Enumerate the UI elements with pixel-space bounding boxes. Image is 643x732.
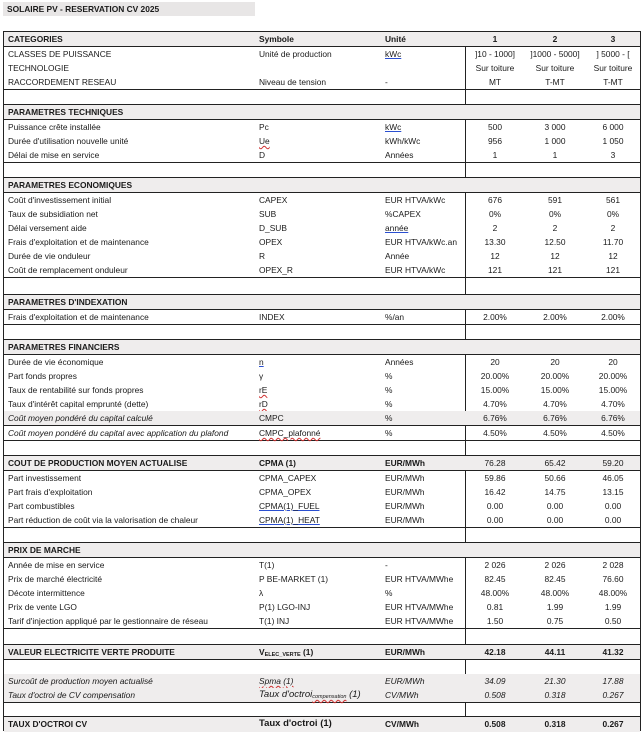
header-col-1: 1 bbox=[492, 34, 498, 44]
table-row bbox=[4, 425, 640, 441]
row-label: Coût moyen pondéré du capital avec application du plafond bbox=[8, 428, 229, 438]
row-value-2: 4.70% bbox=[543, 399, 567, 409]
row-value-1: 4.70% bbox=[483, 399, 507, 409]
row-label: Frais d'exploitation et de maintenance bbox=[8, 237, 149, 247]
row-label: Année de mise en service bbox=[8, 560, 105, 570]
row-symbol: Taux d'octroi$_{compensation}$ (1) bbox=[259, 689, 361, 700]
section-header-economiques bbox=[4, 177, 640, 193]
section-title: PARAMETRES FINANCIERS bbox=[8, 342, 120, 352]
section-title: PARAMETRES TECHNIQUES bbox=[8, 107, 124, 117]
row-value-2: 0.318 bbox=[544, 690, 566, 700]
row-symbol: T(1) INJ bbox=[259, 616, 290, 626]
table-row bbox=[4, 397, 640, 411]
row-label: Durée d'utilisation nouvelle unité bbox=[8, 136, 129, 146]
row-label: Taux de subsidiation net bbox=[8, 209, 98, 219]
row-label: Taux de rentabilité sur fonds propres bbox=[8, 385, 144, 395]
row-unit: EUR/MWh bbox=[385, 458, 426, 468]
row-value-3: 11.70 bbox=[602, 237, 624, 247]
section-header-techniques bbox=[4, 104, 640, 120]
row-value-1: 59.86 bbox=[484, 473, 506, 483]
header-unit: Unité bbox=[385, 34, 406, 44]
row-value-2: 48.00% bbox=[540, 588, 570, 598]
row-symbol: Taux d'octroi (1) bbox=[259, 718, 332, 729]
row-label: Tarif d'injection appliqué par le gestionnaire de réseau bbox=[8, 616, 208, 626]
row-value-3: 20.00% bbox=[598, 371, 628, 381]
spreadsheet-table bbox=[3, 31, 641, 731]
row-symbol: CPMA_OPEX bbox=[259, 487, 312, 497]
row-symbol: CMPC bbox=[259, 413, 284, 423]
row-value-3: 76.60 bbox=[602, 574, 624, 584]
row-value-3: 0.00 bbox=[604, 515, 622, 525]
row-symbol: $V_{ELEC\_VERTE}$ (1) bbox=[259, 647, 314, 658]
row-label: Décote intermittence bbox=[8, 588, 85, 598]
section-title: TAUX D'OCTROI CV bbox=[8, 719, 88, 729]
row-value-3: 13.15 bbox=[602, 487, 624, 497]
row-value-3: 2.00% bbox=[601, 312, 625, 322]
row-value-2: 1 000 bbox=[544, 136, 566, 146]
row-symbol: D_SUB bbox=[259, 223, 287, 233]
row-value-3: Sur toiture bbox=[593, 63, 633, 73]
row-unit: % bbox=[385, 399, 393, 409]
table-row bbox=[4, 688, 640, 703]
row-unit: EUR/MWh bbox=[385, 676, 425, 686]
table-row bbox=[4, 558, 640, 572]
row-value-1: MT bbox=[488, 77, 502, 87]
table-row bbox=[4, 148, 640, 163]
header-symbol: Symbole bbox=[259, 34, 294, 44]
row-value-3: 0% bbox=[606, 209, 620, 219]
row-value-3: 48.00% bbox=[598, 588, 628, 598]
row-unit: EUR/MWh bbox=[385, 501, 425, 511]
row-value-1: 13.30 bbox=[484, 237, 506, 247]
table-row bbox=[4, 310, 640, 325]
row-value-1: 2 026 bbox=[484, 560, 506, 570]
row-value-3: 15.00% bbox=[598, 385, 628, 395]
row-unit: EUR HTVA/MWhe bbox=[385, 602, 454, 612]
row-value-2: ]1000 - 5000] bbox=[530, 49, 580, 59]
table-row bbox=[4, 572, 640, 586]
section-title: PARAMETRES D'INDEXATION bbox=[8, 297, 128, 307]
row-unit: EUR HTVA/MWhe bbox=[385, 574, 454, 584]
row-label: Prix de vente LGO bbox=[8, 602, 77, 612]
row-value-2: 2 bbox=[552, 223, 558, 233]
row-value-3: T-MT bbox=[603, 77, 623, 87]
table-row bbox=[4, 134, 640, 148]
row-label: Frais d'exploitation et de maintenance bbox=[8, 312, 149, 322]
row-unit: CV/MWh bbox=[385, 719, 419, 729]
table-row bbox=[4, 193, 640, 207]
row-symbol: Niveau de tension bbox=[259, 77, 327, 87]
row-symbol: CAPEX bbox=[259, 195, 288, 205]
row-label: Part investissement bbox=[8, 473, 82, 483]
row-value-1: 1 bbox=[492, 150, 498, 160]
row-symbol: D bbox=[259, 150, 266, 160]
row-symbol: Pc bbox=[259, 122, 269, 132]
row-value-1: 15.00% bbox=[480, 385, 510, 395]
row-unit: EUR HTVA/MWhe bbox=[385, 616, 454, 626]
section-title: PRIX DE MARCHE bbox=[8, 545, 81, 555]
row-value-2: 3 000 bbox=[544, 122, 566, 132]
row-unit: kWc bbox=[385, 122, 402, 132]
row-symbol: CPMA (1) bbox=[259, 458, 296, 468]
row-unit: kWh/kWc bbox=[385, 136, 421, 146]
row-value-3: 17.88 bbox=[602, 676, 624, 686]
row-value-2: 21.30 bbox=[544, 676, 566, 686]
table-row bbox=[4, 383, 640, 397]
row-unit: Années bbox=[385, 150, 414, 160]
row-value-1: Sur toiture bbox=[475, 63, 515, 73]
row-value-1: 676 bbox=[488, 195, 502, 205]
header-row bbox=[4, 32, 640, 47]
row-unit: EUR HTVA/kWc bbox=[385, 195, 446, 205]
row-label: Prix de marché électricité bbox=[8, 574, 103, 584]
row-value-3: 2 bbox=[610, 223, 616, 233]
row-value-1: ]10 - 1000] bbox=[474, 49, 516, 59]
row-value-3: 0.00 bbox=[604, 501, 622, 511]
row-unit: % bbox=[385, 413, 393, 423]
row-value-2: 121 bbox=[548, 265, 562, 275]
table-row bbox=[4, 263, 640, 278]
row-unit: % bbox=[385, 371, 393, 381]
row-label: Durée de vie économique bbox=[8, 357, 104, 367]
table-row bbox=[4, 249, 640, 263]
row-value-2: 4.50% bbox=[543, 428, 567, 438]
row-value-3: 0.267 bbox=[602, 690, 624, 700]
row-value-2: 591 bbox=[548, 195, 562, 205]
row-value-1: 0% bbox=[488, 209, 502, 219]
row-value-2: 20 bbox=[550, 357, 560, 367]
row-unit: Années bbox=[385, 357, 414, 367]
row-value-2: 2.00% bbox=[543, 312, 567, 322]
row-value-3: 20 bbox=[608, 357, 618, 367]
row-value-1: 500 bbox=[488, 122, 502, 132]
table-row bbox=[4, 411, 640, 425]
row-symbol: SUB bbox=[259, 209, 277, 219]
row-value-2: 20.00% bbox=[540, 371, 570, 381]
row-label: Délai versement aide bbox=[8, 223, 87, 233]
table-row bbox=[4, 355, 640, 369]
header-col-3: 3 bbox=[610, 34, 616, 44]
table-row bbox=[4, 471, 640, 485]
row-value-1: 20.00% bbox=[480, 371, 510, 381]
row-value-2: 50.66 bbox=[544, 473, 566, 483]
row-value-3: 12 bbox=[608, 251, 618, 261]
row-symbol: n bbox=[259, 357, 264, 367]
table-row bbox=[4, 61, 640, 75]
row-label: Coût d'investissement initial bbox=[8, 195, 112, 205]
row-value-2: 0.75 bbox=[546, 616, 564, 626]
row-value-1: 0.81 bbox=[486, 602, 504, 612]
row-symbol: γ bbox=[259, 371, 264, 381]
row-value-1: 0.00 bbox=[486, 515, 504, 525]
section-title: VALEUR ELECTRICITE VERTE PRODUITE bbox=[8, 647, 175, 657]
row-symbol: Ue bbox=[259, 136, 270, 146]
table-row bbox=[4, 207, 640, 221]
row-symbol: CPMA(1)_HEAT bbox=[259, 515, 320, 525]
row-symbol: P BE-MARKET (1) bbox=[259, 574, 329, 584]
section-header-valeur bbox=[4, 644, 640, 660]
table-row bbox=[4, 485, 640, 499]
row-symbol: λ bbox=[259, 588, 264, 598]
row-value-3: 46.05 bbox=[602, 473, 624, 483]
row-unit: %CAPEX bbox=[385, 209, 421, 219]
row-label: Part frais d'exploitation bbox=[8, 487, 93, 497]
row-unit: % bbox=[385, 385, 393, 395]
section-title: COUT DE PRODUCTION MOYEN ACTUALISE bbox=[8, 458, 188, 468]
row-label: Surcoût de production moyen actualisé bbox=[8, 676, 153, 686]
section-header-cpma bbox=[4, 455, 640, 471]
row-value-2: 6.76% bbox=[543, 413, 567, 423]
table-row bbox=[4, 221, 640, 235]
table-row bbox=[4, 614, 640, 629]
row-value-2: 1 bbox=[552, 150, 558, 160]
table-row bbox=[4, 120, 640, 134]
row-unit: EUR HTVA/kWc bbox=[385, 265, 446, 275]
row-unit: % bbox=[385, 588, 393, 598]
row-value-3: 6 000 bbox=[602, 122, 624, 132]
row-symbol: R bbox=[259, 251, 266, 261]
table-row bbox=[4, 600, 640, 614]
section-header-financiers bbox=[4, 339, 640, 355]
row-symbol: P(1) LGO-INJ bbox=[259, 602, 311, 612]
header-col-2: 2 bbox=[552, 34, 558, 44]
row-value-1: 76.28 bbox=[484, 458, 506, 468]
row-value-2: 0.00 bbox=[546, 515, 564, 525]
row-symbol: CMPC_plafonné bbox=[259, 428, 321, 438]
row-symbol: T(1) bbox=[259, 560, 275, 570]
row-label: Délai de mise en service bbox=[8, 150, 100, 160]
row-unit: EUR/MWh bbox=[385, 487, 425, 497]
row-value-3: 41.32 bbox=[602, 647, 624, 657]
row-unit: % bbox=[385, 428, 393, 438]
row-value-3: 59.20 bbox=[602, 458, 624, 468]
row-value-1: 34.09 bbox=[484, 676, 506, 686]
row-unit: Année bbox=[385, 251, 410, 261]
row-value-3: 0.50 bbox=[604, 616, 622, 626]
table-row bbox=[4, 369, 640, 383]
table-row bbox=[4, 47, 640, 61]
row-unit: année bbox=[385, 223, 409, 233]
row-value-2: 0% bbox=[548, 209, 562, 219]
row-unit: EUR HTVA/kWc.an bbox=[385, 237, 457, 247]
row-value-2: 82.45 bbox=[544, 574, 566, 584]
table-row bbox=[4, 235, 640, 249]
row-symbol: CPMA_CAPEX bbox=[259, 473, 317, 483]
table-row bbox=[4, 499, 640, 513]
row-value-1: 2 bbox=[492, 223, 498, 233]
section-header-taux bbox=[4, 716, 640, 732]
section-title: PARAMETRES ECONOMIQUES bbox=[8, 180, 133, 190]
row-label: TECHNOLOGIE bbox=[8, 63, 69, 73]
row-value-3: 0.267 bbox=[602, 719, 624, 729]
table-row bbox=[4, 75, 640, 90]
row-value-2: 2 026 bbox=[544, 560, 566, 570]
row-label: Part combustibles bbox=[8, 501, 75, 511]
row-label: Puissance crête installée bbox=[8, 122, 101, 132]
row-value-1: 2.00% bbox=[483, 312, 507, 322]
row-value-1: 12 bbox=[490, 251, 500, 261]
row-value-2: 12 bbox=[550, 251, 560, 261]
row-value-3: 2 028 bbox=[602, 560, 624, 570]
row-unit: kWc bbox=[385, 49, 402, 59]
row-value-1: 6.76% bbox=[483, 413, 507, 423]
row-label: Durée de vie onduleur bbox=[8, 251, 91, 261]
sheet-title: SOLAIRE PV - RESERVATION CV 2025 bbox=[3, 2, 255, 16]
row-value-1: 121 bbox=[488, 265, 502, 275]
row-label: Taux d'intérêt capital emprunté (dette) bbox=[8, 399, 149, 409]
row-unit: EUR/MWh bbox=[385, 647, 426, 657]
row-symbol: Spma (1) bbox=[259, 676, 294, 686]
row-value-2: 15.00% bbox=[540, 385, 570, 395]
row-unit: - bbox=[385, 560, 388, 570]
row-label: RACCORDEMENT RESEAU bbox=[8, 77, 117, 87]
row-value-1: 82.45 bbox=[484, 574, 506, 584]
row-unit: - bbox=[385, 77, 388, 87]
row-value-1: 20 bbox=[490, 357, 500, 367]
row-value-2: 0.00 bbox=[546, 501, 564, 511]
row-value-1: 0.508 bbox=[484, 690, 506, 700]
row-value-2: 65.42 bbox=[544, 458, 566, 468]
row-value-3: 6.76% bbox=[601, 413, 625, 423]
row-unit: CV/MWh bbox=[385, 690, 419, 700]
row-symbol: OPEX bbox=[259, 237, 283, 247]
row-symbol: Unité de production bbox=[259, 49, 332, 59]
row-value-2: Sur toiture bbox=[535, 63, 575, 73]
section-header-marche bbox=[4, 542, 640, 558]
row-value-2: 14.75 bbox=[544, 487, 566, 497]
table-row bbox=[4, 513, 640, 528]
table-row bbox=[4, 586, 640, 600]
row-value-1: 0.508 bbox=[484, 719, 506, 729]
row-value-3: ] 5000 - [ bbox=[596, 49, 630, 59]
row-value-1: 0.00 bbox=[486, 501, 504, 511]
row-label: Coût de remplacement onduleur bbox=[8, 265, 128, 275]
row-unit: EUR/MWh bbox=[385, 473, 425, 483]
row-label: Part fonds propres bbox=[8, 371, 77, 381]
row-unit: EUR/MWh bbox=[385, 515, 425, 525]
row-value-1: 4.50% bbox=[483, 428, 507, 438]
row-label: Coût moyen pondéré du capital calculé bbox=[8, 413, 153, 423]
row-value-1: 956 bbox=[488, 136, 502, 146]
row-value-1: 42.18 bbox=[484, 647, 506, 657]
row-value-2: T-MT bbox=[545, 77, 565, 87]
row-label: CLASSES DE PUISSANCE bbox=[8, 49, 112, 59]
row-value-2: 44.11 bbox=[544, 647, 566, 657]
row-unit: %/an bbox=[385, 312, 405, 322]
row-label: Taux d'octroi de CV compensation bbox=[8, 690, 135, 700]
row-value-2: 1.99 bbox=[546, 602, 564, 612]
row-value-2: 12.50 bbox=[544, 237, 566, 247]
row-value-2: 0.318 bbox=[544, 719, 566, 729]
row-symbol: rD bbox=[259, 399, 268, 409]
row-value-3: 4.50% bbox=[601, 428, 625, 438]
row-value-3: 3 bbox=[610, 150, 616, 160]
row-value-3: 561 bbox=[606, 195, 620, 205]
row-symbol: OPEX_R bbox=[259, 265, 293, 275]
row-value-1: 1.50 bbox=[486, 616, 504, 626]
row-value-3: 4.70% bbox=[601, 399, 625, 409]
header-categories: CATEGORIES bbox=[8, 34, 63, 44]
table-row bbox=[4, 674, 640, 688]
row-value-1: 48.00% bbox=[480, 588, 510, 598]
row-symbol: CPMA(1)_FUEL bbox=[259, 501, 320, 511]
row-label: Part réduction de coût via la valorisation de chaleur bbox=[8, 515, 198, 525]
row-symbol: rE bbox=[259, 385, 268, 395]
section-header-indexation bbox=[4, 294, 640, 310]
row-value-3: 1.99 bbox=[604, 602, 622, 612]
row-value-1: 16.42 bbox=[484, 487, 506, 497]
row-value-3: 1 050 bbox=[602, 136, 624, 146]
row-symbol: INDEX bbox=[259, 312, 285, 322]
row-value-3: 121 bbox=[606, 265, 620, 275]
